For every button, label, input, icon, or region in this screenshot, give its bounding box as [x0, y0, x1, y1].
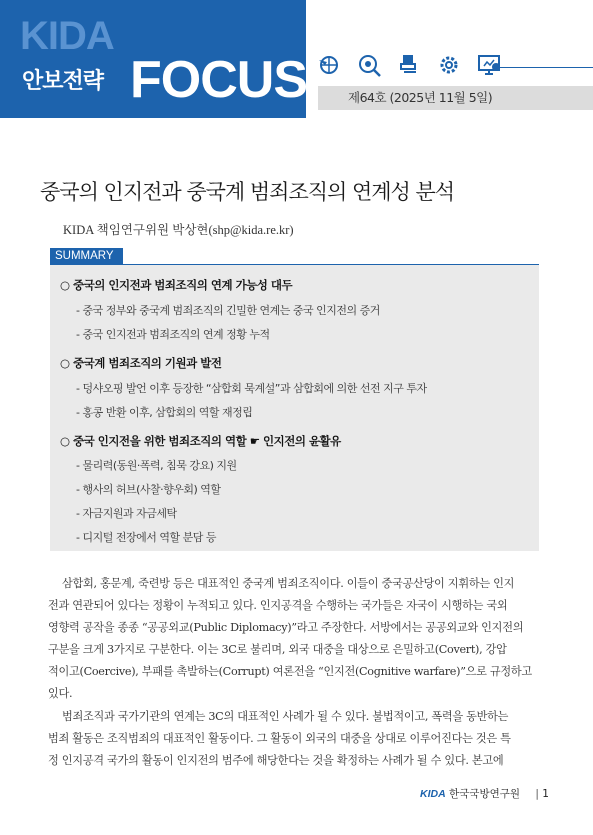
kida-watermark: KIDA: [20, 14, 114, 58]
summary-item: - 디지털 전장에서 역할 분담 등: [76, 531, 216, 544]
body-paragraph-1: [48, 573, 546, 705]
summary-item: - 홍콩 반환 이후, 삼합회의 역할 재정립: [76, 406, 253, 419]
header-rule-dot: [492, 63, 500, 71]
body-paragraph-2: [48, 706, 546, 772]
header-banner: [0, 0, 306, 118]
page-number: 1: [542, 788, 549, 800]
header-rule: [496, 67, 593, 68]
body-line: 구분을 크게 3가지로 구분한다. 이는 3C로 불리며, 외국 대중을 대상으로 은밀하고(Covert), 강압: [48, 643, 507, 656]
summary-item: - 중국 인지전과 범죄조직의 연계 정황 누적: [76, 328, 270, 341]
footer: [420, 786, 549, 801]
summary-item: - 덩샤오핑 발언 이후 등장한 “삼합회 묵계설”과 삼합회에 의한 선전 지구 투자: [76, 382, 427, 395]
body-line: 삼합회, 홍문계, 죽련방 등은 대표적인 중국계 범죄조직이다. 이들이 중국공산당이 지휘하는 인지: [62, 577, 515, 590]
summary-heading: ○ 중국 인지전을 위한 범죄조직의 역할 ☛ 인지전의 윤활유: [60, 434, 341, 448]
globe-plane-icon: [316, 52, 342, 78]
body-line: 적이고(Coercive), 부패를 촉발하는(Corrupt) 여론전을 “인지전(Cognitive warfare)”으로 규정하고: [48, 665, 532, 678]
page-title: 중국의 인지전과 중국계 범죄조직의 연계성 분석: [40, 180, 455, 204]
body-line: 영향력 공작을 종종 “공공외교(Public Diplomacy)”라고 주장한다. 서방에서는 공공외교와 인지전의: [48, 621, 524, 634]
issue-info: 제64호 (2025년 11월 5일): [318, 86, 593, 110]
summary-item: - 자금지원과 자금세탁: [76, 507, 177, 520]
body-line: 있다.: [48, 687, 73, 700]
body-line: 범죄 활동은 조직범죄의 대표적인 활동이다. 그 활동이 외국의 대중을 상대로 이루어진다는 것은 특: [48, 732, 511, 745]
body-line: 전과 연관되어 있다는 정황이 누적되고 있다. 인지공격을 수행하는 국가들은 자국이 시행하는 국외: [48, 599, 508, 612]
summary-item: - 물리력(동원·폭력, 침묵 강요) 지원: [76, 459, 237, 472]
body-line: 정 인지공격 국가의 활동이 인지전의 범주에 해당한다는 것을 확정하는 사례가 될 수 있다. 본고에: [48, 754, 504, 767]
summary-tag: SUMMARY: [50, 248, 123, 264]
summary-heading: ○ 중국의 인지전과 범죄조직의 연계 가능성 대두: [60, 278, 293, 292]
body-line: 범죄조직과 국가기관의 연계는 3C의 대표적인 사례가 될 수 있다. 불법적이고, 폭력을 동반하는: [62, 710, 509, 723]
series-name: 안보전략: [22, 69, 104, 94]
summary-item: - 행사의 허브(사찰·향우회) 역할: [76, 483, 221, 496]
soldier-icon: [396, 52, 422, 78]
gear-icon: [436, 52, 462, 78]
focus-logo: FOCUS: [130, 51, 307, 109]
summary-item: - 중국 정부와 중국계 범죄조직의 긴밀한 연계는 중국 인지전의 증거: [76, 304, 380, 317]
footer-org: 한국국방연구원: [449, 788, 521, 800]
target-icon: [356, 52, 382, 78]
summary-heading: ○ 중국계 범죄조직의 기원과 발전: [60, 356, 222, 370]
author-line: KIDA 책임연구위원 박상현(shp@kida.re.kr): [63, 223, 294, 237]
footer-divider: |: [535, 788, 539, 800]
kida-logo: KIDA: [420, 788, 446, 800]
